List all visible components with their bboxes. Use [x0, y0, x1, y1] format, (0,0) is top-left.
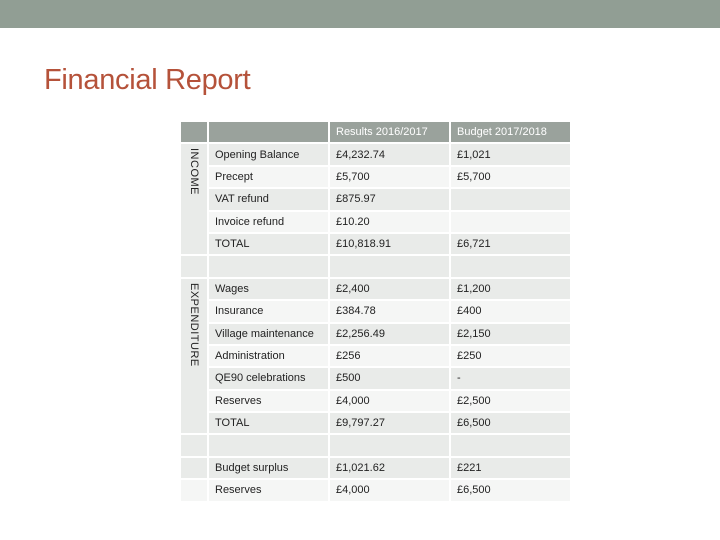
header-cell-budget: Budget 2017/2018: [451, 122, 570, 142]
table-row: [181, 346, 570, 366]
item-cell: Village maintenance: [209, 324, 328, 344]
results-cell: £9,797.27: [330, 413, 449, 433]
budget-cell: -: [451, 368, 570, 388]
results-cell: £2,400: [330, 279, 449, 299]
results-cell: £500: [330, 368, 449, 388]
item-cell: Precept: [209, 167, 328, 187]
table-row: [181, 212, 570, 232]
spacer-cell: [209, 435, 328, 455]
budget-cell: £221: [451, 458, 570, 478]
results-cell: £1,021.62: [330, 458, 449, 478]
results-cell: £2,256.49: [330, 324, 449, 344]
results-cell: £875.97: [330, 189, 449, 209]
results-cell: £5,700: [330, 167, 449, 187]
item-cell: TOTAL: [209, 413, 328, 433]
results-cell: £10.20: [330, 212, 449, 232]
budget-cell: [451, 212, 570, 232]
spacer-row: [181, 435, 570, 455]
expenditure-section-label: [181, 279, 207, 434]
table-row: [181, 324, 570, 344]
item-cell: Administration: [209, 346, 328, 366]
budget-cell: £1,200: [451, 279, 570, 299]
spacer-cell: [209, 256, 328, 276]
header-cell-item: [209, 122, 328, 142]
item-cell: Insurance: [209, 301, 328, 321]
income-label-text: INCOME: [188, 148, 200, 196]
header-cell-corner: [181, 122, 207, 142]
budget-cell: £2,500: [451, 391, 570, 411]
header-cell-results: Results 2016/2017: [330, 122, 449, 142]
budget-cell: £400: [451, 301, 570, 321]
results-cell: £384.78: [330, 301, 449, 321]
blank-cell: [181, 480, 207, 500]
spacer-cell: [181, 435, 207, 455]
results-cell: £4,000: [330, 480, 449, 500]
table-row: [181, 167, 570, 187]
page-title: Financial Report: [44, 64, 251, 96]
table-row: [181, 189, 570, 209]
item-cell: Wages: [209, 279, 328, 299]
table-row-summary: [181, 480, 570, 500]
table-row: [181, 301, 570, 321]
spacer-cell: [451, 435, 570, 455]
expenditure-label-text: EXPENDITURE: [188, 282, 200, 367]
table-row-summary: [181, 458, 570, 478]
results-cell: £10,818.91: [330, 234, 449, 254]
spacer-cell: [330, 435, 449, 455]
budget-cell: £2,150: [451, 324, 570, 344]
spacer-cell: [181, 256, 207, 276]
results-cell: £256: [330, 346, 449, 366]
table-row: [181, 144, 570, 164]
results-cell: £4,232.74: [330, 144, 449, 164]
item-cell: Reserves: [209, 480, 328, 500]
budget-cell: £250: [451, 346, 570, 366]
item-cell: TOTAL: [209, 234, 328, 254]
budget-cell: £1,021: [451, 144, 570, 164]
budget-cell: £6,721: [451, 234, 570, 254]
item-cell: Budget surplus: [209, 458, 328, 478]
income-section-label: [181, 144, 207, 254]
table-row: [181, 279, 570, 299]
item-cell: QE90 celebrations: [209, 368, 328, 388]
item-cell: VAT refund: [209, 189, 328, 209]
table-row: [181, 391, 570, 411]
table-header-row: [181, 122, 570, 142]
blank-cell: [181, 458, 207, 478]
item-cell: Opening Balance: [209, 144, 328, 164]
spacer-cell: [451, 256, 570, 276]
item-cell: Reserves: [209, 391, 328, 411]
budget-cell: £6,500: [451, 480, 570, 500]
top-banner: [0, 0, 720, 28]
spacer-cell: [330, 256, 449, 276]
spacer-row: [181, 256, 570, 276]
item-cell: Invoice refund: [209, 212, 328, 232]
budget-cell: £5,700: [451, 167, 570, 187]
table-row-total: [181, 234, 570, 254]
budget-cell: [451, 189, 570, 209]
budget-cell: £6,500: [451, 413, 570, 433]
financial-report-table: [179, 120, 572, 503]
table-row: [181, 368, 570, 388]
table-row-total: [181, 413, 570, 433]
results-cell: £4,000: [330, 391, 449, 411]
